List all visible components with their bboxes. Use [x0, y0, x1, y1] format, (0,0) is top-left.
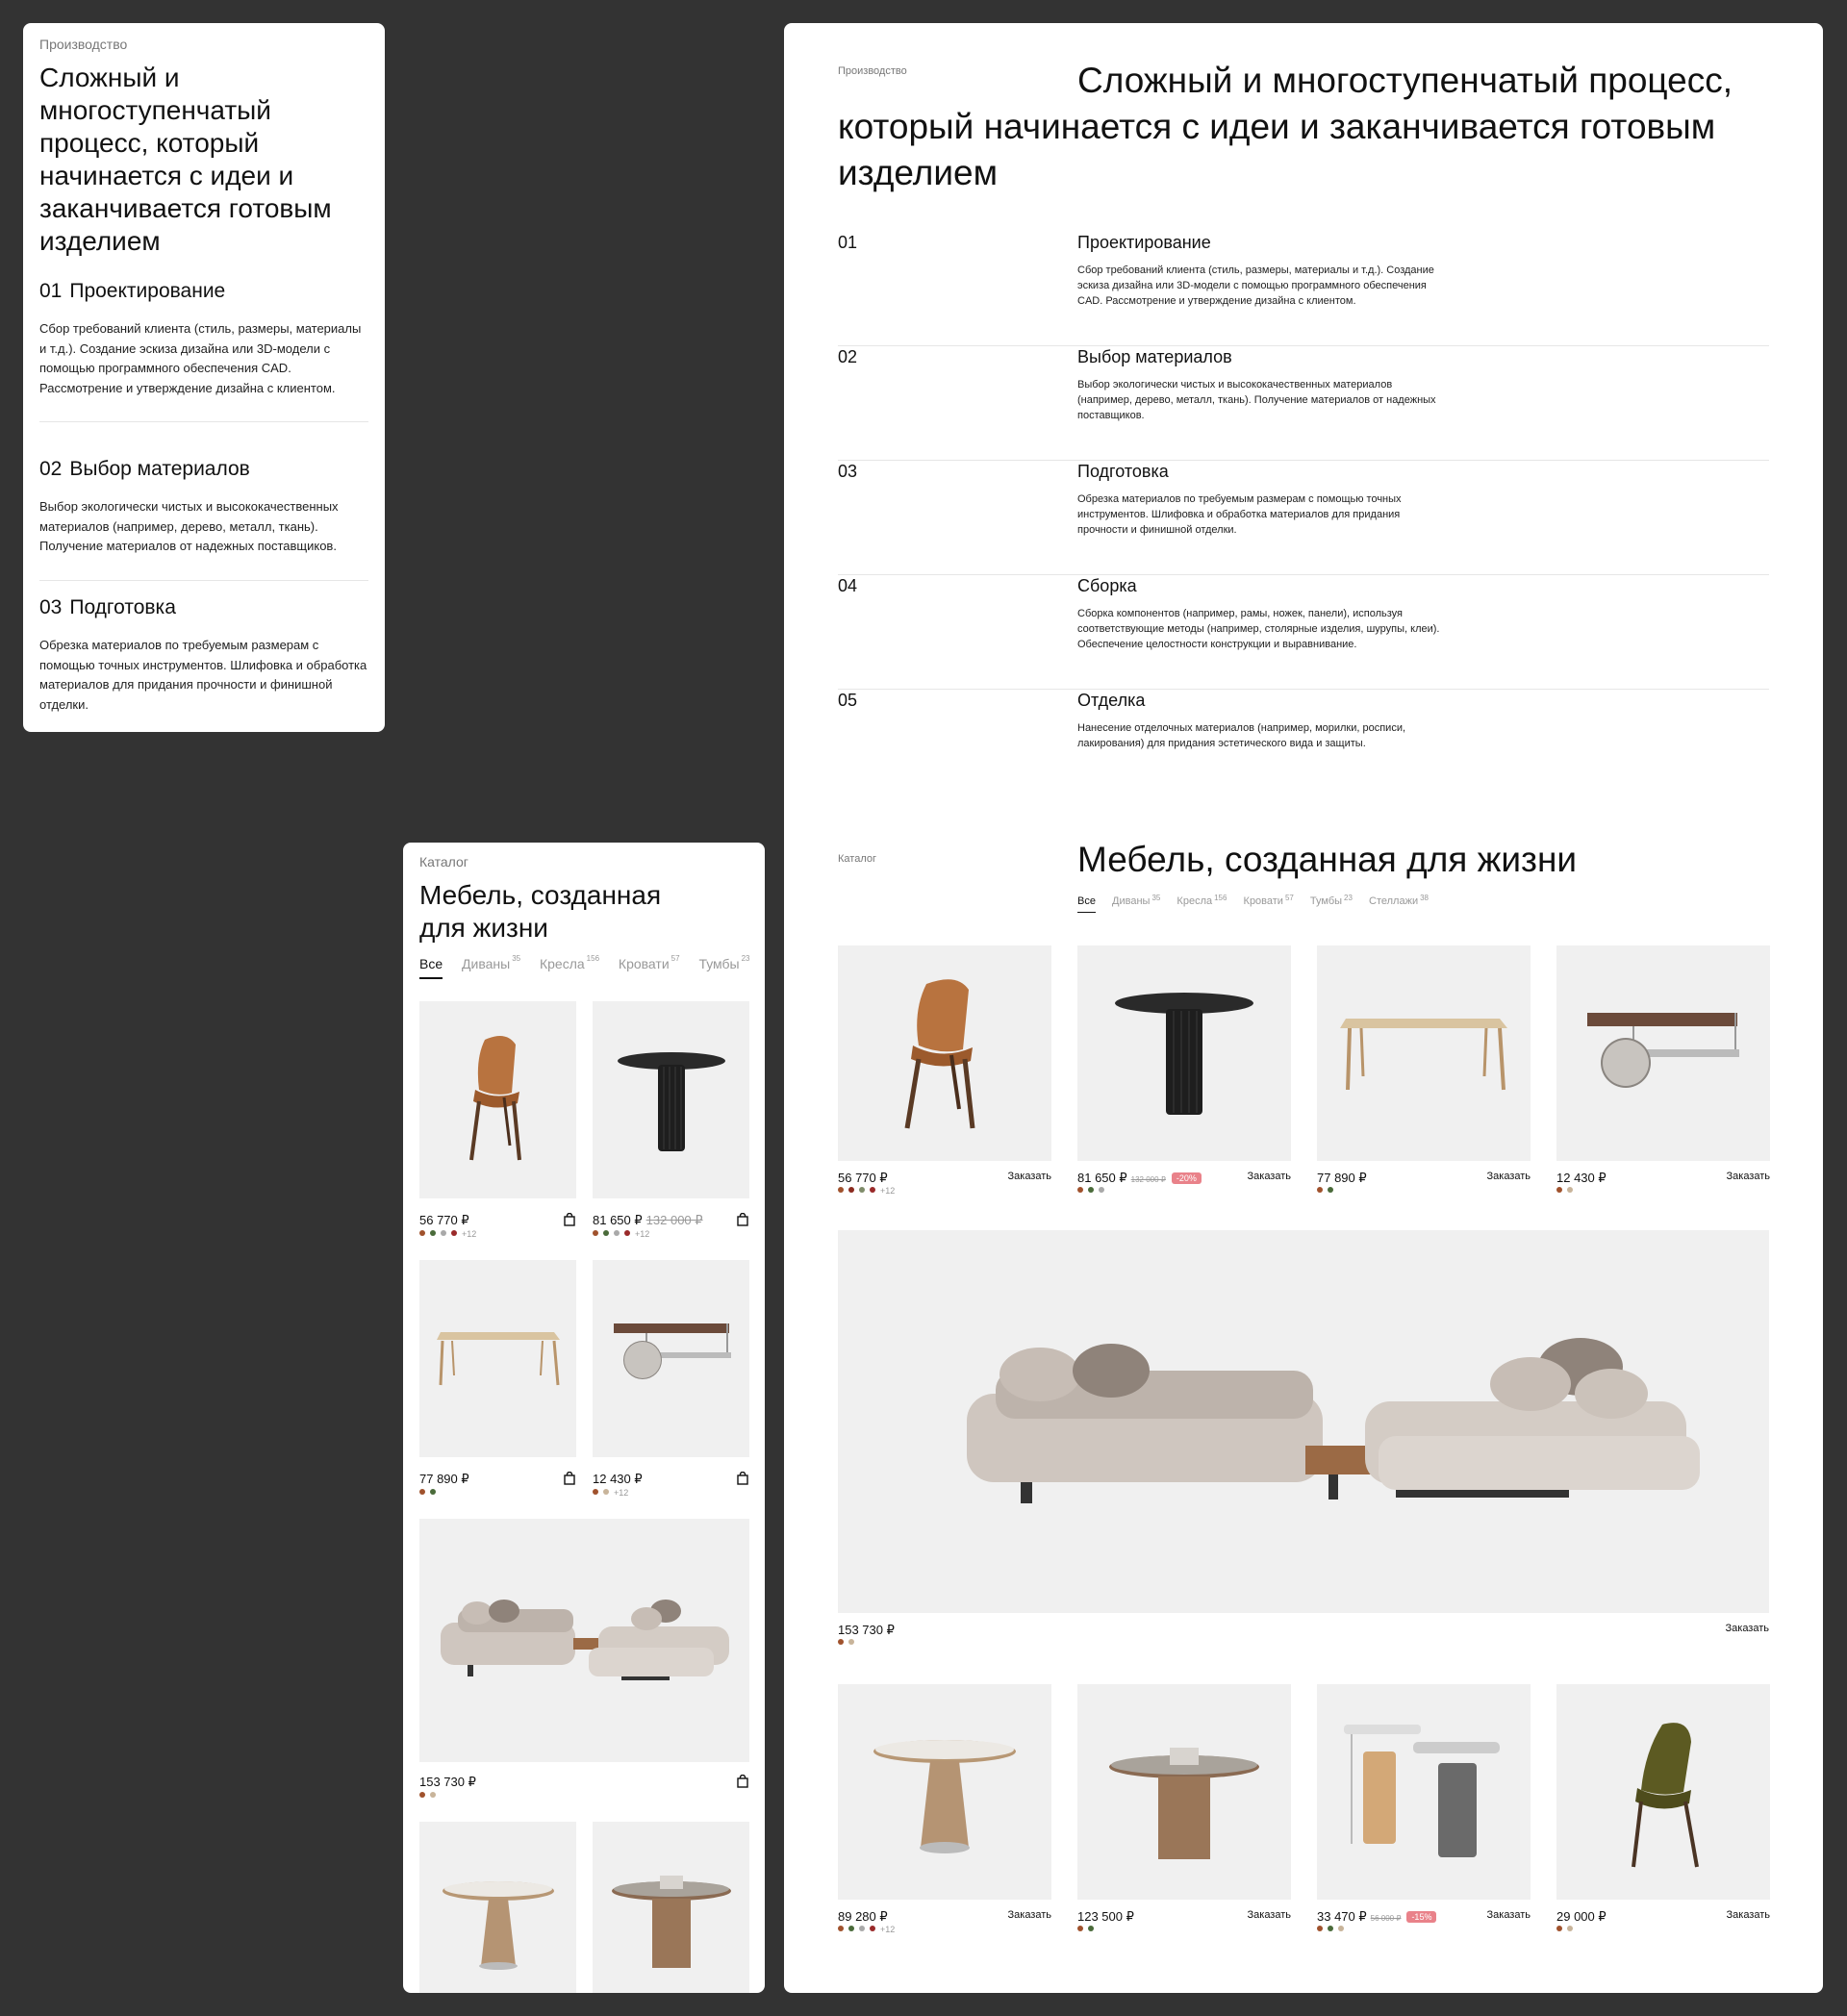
product-card[interactable]: [593, 1001, 749, 1251]
shopping-bag-icon[interactable]: [563, 1472, 576, 1485]
product-card[interactable]: [838, 1684, 1051, 1944]
tab-nightstands[interactable]: Тумбы $^{23}$: [1309, 894, 1353, 907]
color-swatches[interactable]: [1317, 1187, 1338, 1195]
color-swatch[interactable]: [870, 1926, 875, 1931]
color-swatch[interactable]: [1317, 1926, 1323, 1931]
color-swatch[interactable]: [870, 1187, 875, 1193]
step-title: Подготовка: [1077, 462, 1169, 481]
color-swatches[interactable]: [593, 1230, 649, 1238]
product-price: 29 000 ₽: [1556, 1909, 1607, 1924]
step-number: 03: [838, 462, 858, 481]
step-text: Сбор требований клиента (стиль, размеры, материалы и т.д.). Создание эскиза дизайна или 3D-модели с помощью программного обеспечения CAD. Рассмотрение и утверждение дизайна с клиентом.: [1077, 265, 1434, 307]
color-swatch[interactable]: [451, 1230, 457, 1236]
color-swatch[interactable]: [419, 1489, 425, 1495]
color-swatch[interactable]: [614, 1230, 620, 1236]
divider: [39, 421, 368, 422]
color-swatch[interactable]: [838, 1187, 844, 1193]
step-text: Выбор экологически чистых и высококачественных материалов (например, дерево, металл, ткань). Получение материалов от надежных поставщиков.: [39, 499, 339, 553]
product-price: 12 430 ₽: [1556, 1171, 1607, 1185]
color-swatch[interactable]: [1567, 1187, 1573, 1193]
color-swatch[interactable]: [838, 1639, 844, 1645]
product-card[interactable]: [593, 1260, 749, 1510]
section-title: [419, 879, 661, 945]
production-step: [39, 457, 368, 581]
color-swatch[interactable]: [838, 1926, 844, 1931]
product-image[interactable]: [1317, 945, 1531, 1161]
step-title: Выбор материалов: [69, 458, 250, 480]
product-card[interactable]: [419, 1822, 576, 1993]
product-price: 153 730 ₽: [419, 1775, 476, 1789]
product-image[interactable]: [593, 1822, 749, 1993]
order-button[interactable]: Заказать: [1007, 1171, 1051, 1182]
discount-badge: -15%: [1406, 1911, 1436, 1923]
oval-table-icon: [593, 1822, 749, 1993]
oval-table-icon: [1077, 1684, 1291, 1900]
color-swatches[interactable]: [838, 1187, 895, 1195]
product-card[interactable]: [1317, 1684, 1531, 1944]
section-label: Каталог: [419, 854, 468, 869]
round-table-icon: [1077, 945, 1291, 1161]
tab-armchairs[interactable]: Кресла $^{156}$: [539, 954, 600, 971]
product-image[interactable]: [419, 1001, 576, 1198]
order-button[interactable]: Заказать: [1247, 1171, 1291, 1182]
section-label: Производство: [39, 37, 128, 52]
step-number: 01: [838, 233, 858, 252]
discount-badge: -20%: [1172, 1172, 1202, 1184]
product-image[interactable]: [593, 1001, 749, 1198]
sofa-icon: [419, 1519, 749, 1762]
order-button[interactable]: Заказать: [1726, 1909, 1770, 1921]
tab-nightstands[interactable]: Тумбы $^{23}$: [698, 954, 750, 971]
tab-shelves[interactable]: Стеллажи $^{38}$: [1369, 894, 1429, 907]
step-text: Нанесение отделочных материалов (например, морилки, росписи, лакирования) для придания эстетического вида и защиты.: [1077, 722, 1406, 749]
color-swatches[interactable]: [419, 1230, 476, 1238]
shopping-bag-icon[interactable]: [736, 1775, 749, 1788]
product-image[interactable]: [419, 1260, 576, 1457]
product-image[interactable]: [838, 945, 1051, 1161]
tab-all[interactable]: Все: [419, 956, 443, 979]
color-swatch[interactable]: [1099, 1187, 1104, 1193]
product-image[interactable]: [419, 1519, 749, 1762]
color-swatch[interactable]: [859, 1187, 865, 1193]
step-text: Обрезка материалов по требуемым размерам с помощью точных инструментов. Шлифовка и обработка материалов для придания прочности и финишной отделки.: [1077, 493, 1402, 536]
product-image[interactable]: [1077, 945, 1291, 1161]
title-line: Мебель, созданная: [419, 880, 662, 910]
color-swatches[interactable]: [1077, 1187, 1109, 1195]
production-step: [838, 574, 1769, 690]
color-swatch[interactable]: [430, 1792, 436, 1798]
color-swatch[interactable]: [1077, 1187, 1083, 1193]
product-price: 77 890 ₽: [419, 1472, 469, 1486]
color-swatch[interactable]: [603, 1489, 609, 1495]
order-button[interactable]: Заказать: [1247, 1909, 1291, 1921]
product-price: 77 890 ₽: [1317, 1171, 1367, 1185]
color-swatch[interactable]: [419, 1792, 425, 1798]
color-swatches[interactable]: [419, 1792, 441, 1800]
tab-sofas[interactable]: Диваны $^{35}$: [462, 954, 521, 971]
old-price: 132 000 ₽: [645, 1213, 703, 1227]
product-card[interactable]: [419, 1260, 576, 1510]
color-swatches[interactable]: [1077, 1926, 1099, 1933]
step-number: 02: [838, 347, 858, 366]
product-card[interactable]: [1077, 945, 1291, 1205]
old-price: 56 000 ₽: [1370, 1914, 1402, 1923]
color-swatch[interactable]: [1556, 1926, 1562, 1931]
color-swatch[interactable]: [441, 1230, 446, 1236]
title-line: для жизни: [419, 913, 548, 943]
dining-table-icon: [419, 1260, 576, 1457]
chair-icon: [838, 945, 1051, 1161]
product-price: 153 730 ₽: [838, 1623, 895, 1637]
product-card[interactable]: [1556, 945, 1770, 1205]
more-colors-label[interactable]: +12: [462, 1229, 477, 1239]
step-title: Выбор материалов: [1077, 347, 1232, 366]
production-step: [838, 689, 1769, 803]
serving-cart-icon: [1556, 945, 1770, 1161]
desktop-panel: [784, 23, 1823, 1993]
category-tabs: [1077, 895, 1442, 913]
product-card[interactable]: [1077, 1684, 1291, 1944]
production-step: [39, 595, 368, 715]
tab-armchairs[interactable]: Кресла $^{156}$: [1177, 894, 1227, 907]
step-title: Отделка: [1077, 691, 1146, 710]
product-image[interactable]: [419, 1822, 576, 1993]
product-image[interactable]: [1556, 1684, 1770, 1900]
production-step: [39, 279, 368, 422]
product-price: 56 770 ₽: [419, 1213, 469, 1227]
order-button[interactable]: Заказать: [1726, 1171, 1770, 1182]
color-swatches[interactable]: [419, 1489, 441, 1497]
product-card[interactable]: [838, 945, 1051, 1205]
green-chair-icon: [1556, 1684, 1770, 1900]
section-title: Сложный и многоступенчатый процесс, который начинается с идеи и заканчивается готовым изделием: [838, 61, 1733, 192]
color-swatch[interactable]: [859, 1926, 865, 1931]
color-swatch[interactable]: [1328, 1926, 1333, 1931]
tab-all[interactable]: Все: [1077, 895, 1096, 913]
shopping-bag-icon[interactable]: [736, 1472, 749, 1485]
shopping-bag-icon[interactable]: [563, 1213, 576, 1226]
order-button[interactable]: Заказать: [1486, 1909, 1531, 1921]
product-price: 33 470 ₽ 56 000 ₽ -15%: [1317, 1909, 1436, 1925]
color-swatch[interactable]: [1556, 1187, 1562, 1193]
section-title: Сложный и многоступенчатый процесс, который начинается с идеи и заканчивается готовым изделием: [39, 63, 332, 256]
order-button[interactable]: Заказать: [1486, 1171, 1531, 1182]
color-swatch[interactable]: [419, 1230, 425, 1236]
color-swatches[interactable]: [838, 1639, 859, 1647]
color-swatch[interactable]: [1317, 1187, 1323, 1193]
section-label: Каталог: [838, 853, 876, 865]
color-swatch[interactable]: [593, 1230, 598, 1236]
chair-icon: [419, 1001, 576, 1198]
tab-beds[interactable]: Кровати $^{57}$: [1243, 894, 1294, 907]
step-number: 02: [39, 458, 63, 480]
product-image[interactable]: [838, 1684, 1051, 1900]
old-price: 132 000 ₽: [1130, 1175, 1166, 1184]
shopping-bag-icon[interactable]: [736, 1213, 749, 1226]
color-swatch[interactable]: [1088, 1187, 1094, 1193]
step-title: Сборка: [1077, 576, 1137, 595]
order-button[interactable]: Заказать: [1725, 1623, 1769, 1634]
product-price: 56 770 ₽: [838, 1171, 888, 1185]
color-swatches[interactable]: [838, 1926, 895, 1933]
product-price: 123 500 ₽: [1077, 1909, 1134, 1924]
color-swatch[interactable]: [1338, 1926, 1344, 1931]
color-swatch[interactable]: [848, 1187, 854, 1193]
serving-cart-icon: [593, 1260, 749, 1457]
tab-sofas[interactable]: Диваны $^{35}$: [1112, 894, 1161, 907]
more-colors-label[interactable]: +12: [880, 1925, 896, 1934]
divider: [39, 580, 368, 581]
step-title: Проектирование: [1077, 233, 1211, 252]
step-text: Сборка компонентов (например, рамы, ножек, панели), используя соответствующие методы (например, столярные изделия, шурупы, клеи). Обеспечение целостности конструкции и выравнивание.: [1077, 608, 1440, 650]
pedestal-table-icon: [838, 1684, 1051, 1900]
section-label: Производство: [838, 65, 907, 77]
step-title: Подготовка: [69, 596, 176, 618]
production-step: [838, 231, 1769, 346]
product-card[interactable]: [1556, 1684, 1770, 1944]
product-card[interactable]: [593, 1822, 749, 1993]
color-swatch[interactable]: [848, 1926, 854, 1931]
product-image[interactable]: [593, 1260, 749, 1457]
tab-beds[interactable]: Кровати $^{57}$: [618, 954, 680, 971]
product-image[interactable]: [1077, 1684, 1291, 1900]
product-image[interactable]: [1317, 1684, 1531, 1900]
color-swatch[interactable]: [593, 1489, 598, 1495]
color-swatch[interactable]: [1077, 1926, 1083, 1931]
color-swatches[interactable]: [1317, 1926, 1349, 1933]
color-swatch[interactable]: [1567, 1926, 1573, 1931]
step-number: 01: [39, 280, 63, 302]
color-swatch[interactable]: [430, 1489, 436, 1495]
color-swatches[interactable]: [1556, 1926, 1578, 1933]
product-price: 12 430 ₽: [593, 1472, 643, 1486]
side-tables-icon: [1317, 1684, 1531, 1900]
step-number: 05: [838, 691, 858, 710]
mobile-production-panel: [23, 23, 385, 732]
section-title: Мебель, созданная для жизни: [1077, 840, 1578, 879]
round-table-icon: [593, 1001, 749, 1198]
color-swatch[interactable]: [1328, 1187, 1333, 1193]
sofa-icon: [838, 1230, 1769, 1613]
mobile-catalog-panel: [403, 843, 765, 1993]
product-card[interactable]: [419, 1001, 576, 1251]
color-swatch[interactable]: [603, 1230, 609, 1236]
production-step: [838, 460, 1769, 575]
order-button[interactable]: Заказать: [1007, 1909, 1051, 1921]
color-swatch[interactable]: [848, 1639, 854, 1645]
color-swatches[interactable]: [1556, 1187, 1578, 1195]
step-text: Выбор экологически чистых и высококачественных материалов (например, дерево, металл, ткань). Получение материалов от надежных поставщиков.: [1077, 379, 1436, 421]
step-number: 04: [838, 576, 858, 595]
pedestal-table-icon: [419, 1822, 576, 1993]
product-price: 89 280 ₽: [838, 1909, 888, 1924]
color-swatches[interactable]: [593, 1489, 628, 1497]
color-swatch[interactable]: [430, 1230, 436, 1236]
more-colors-label[interactable]: +12: [614, 1488, 629, 1498]
product-card[interactable]: [419, 1519, 749, 1807]
more-colors-label[interactable]: +12: [880, 1186, 896, 1196]
color-swatch[interactable]: [1088, 1926, 1094, 1931]
step-number: 03: [39, 596, 63, 618]
step-title: Проектирование: [69, 280, 226, 302]
product-card[interactable]: [1317, 945, 1531, 1205]
production-step: [838, 345, 1769, 461]
product-card[interactable]: [838, 1230, 1769, 1680]
product-price: 81 650 ₽ 132 000 ₽: [593, 1213, 703, 1227]
category-tabs: [419, 956, 765, 979]
dining-table-icon: [1317, 945, 1531, 1161]
product-image[interactable]: [1556, 945, 1770, 1161]
color-swatch[interactable]: [624, 1230, 630, 1236]
step-text: Сбор требований клиента (стиль, размеры, материалы и т.д.). Создание эскиза дизайна или 3D-модели с помощью программного обеспечения CAD. Рассмотрение и утверждение дизайна с клиентом.: [39, 321, 362, 395]
step-text: Обрезка материалов по требуемым размерам с помощью точных инструментов. Шлифовка и обработка материалов для придания прочности и финишной отделки.: [39, 638, 367, 712]
product-image[interactable]: [838, 1230, 1769, 1613]
more-colors-label[interactable]: +12: [635, 1229, 650, 1239]
product-price: 81 650 ₽ 132 000 ₽ -20%: [1077, 1171, 1202, 1186]
